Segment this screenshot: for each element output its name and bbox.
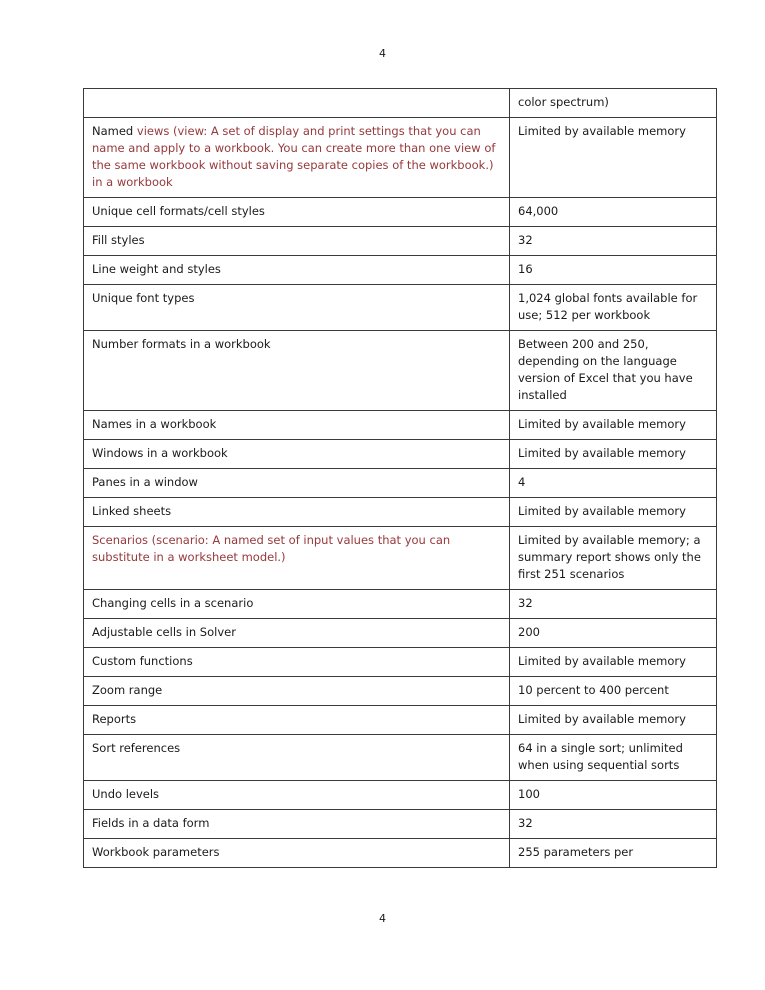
- table-cell-limit: 255 parameters per: [510, 839, 717, 868]
- table-row: [84, 411, 717, 440]
- table-cell-feature: Sort references: [84, 735, 510, 781]
- table-row: [84, 810, 717, 839]
- table-cell-feature: Unique font types: [84, 285, 510, 331]
- table-cell-limit: Limited by available memory: [510, 118, 717, 198]
- table-row: [84, 590, 717, 619]
- table-cell-limit: 200: [510, 619, 717, 648]
- table-cell-feature: Changing cells in a scenario: [84, 590, 510, 619]
- table-cell-limit: 32: [510, 810, 717, 839]
- table-cell-feature: Windows in a workbook: [84, 440, 510, 469]
- table-cell-limit: Limited by available memory: [510, 648, 717, 677]
- table-cell-limit: Limited by available memory; a summary report shows only the first 251 scenarios: [510, 527, 717, 590]
- table-cell-limit: Limited by available memory: [510, 411, 717, 440]
- table-row: [84, 440, 717, 469]
- table-cell-limit: 32: [510, 227, 717, 256]
- table-row: [84, 677, 717, 706]
- table-cell-limit: Limited by available memory: [510, 440, 717, 469]
- table-cell-feature: [84, 118, 510, 198]
- excel-specifications-and-limits-table: [83, 88, 717, 868]
- table-row: [84, 706, 717, 735]
- table-row: [84, 469, 717, 498]
- table-cell-limit: Between 200 and 250, depending on the language version of Excel that you have installed: [510, 331, 717, 411]
- table-cell-limit: 32: [510, 590, 717, 619]
- table-row: [84, 198, 717, 227]
- feature-term: Named: [92, 124, 137, 138]
- table-row: [84, 498, 717, 527]
- table-cell-feature: Fill styles: [84, 227, 510, 256]
- table-cell-feature: Adjustable cells in Solver: [84, 619, 510, 648]
- page-number-header: 4: [379, 47, 386, 60]
- table-row: [84, 735, 717, 781]
- table-cell-limit: 16: [510, 256, 717, 285]
- table-row: [84, 527, 717, 590]
- table-row: [84, 118, 717, 198]
- table-row: [84, 781, 717, 810]
- feature-definition: views (view: A set of display and print settings that you can name and apply to a workbook. You can create more than one view of the same workbook without saving separate copies of the workbook.) in a workbook: [92, 124, 496, 189]
- table-cell-feature: Custom functions: [84, 648, 510, 677]
- table-row: [84, 839, 717, 868]
- table-cell-limit: 100: [510, 781, 717, 810]
- table-row: [84, 89, 717, 118]
- table-body: [84, 89, 717, 868]
- table-cell-feature: Linked sheets: [84, 498, 510, 527]
- table-cell-limit: Limited by available memory: [510, 706, 717, 735]
- table-cell-feature: Scenarios (scenario: A named set of input values that you can substitute in a worksheet model.): [84, 527, 510, 590]
- page-number-footer: 4: [379, 912, 386, 925]
- table-cell-feature: Undo levels: [84, 781, 510, 810]
- table-row: [84, 331, 717, 411]
- table-cell-feature: Fields in a data form: [84, 810, 510, 839]
- table-cell-feature: Unique cell formats/cell styles: [84, 198, 510, 227]
- table-cell-feature: Line weight and styles: [84, 256, 510, 285]
- table-cell-limit: 4: [510, 469, 717, 498]
- table-cell-feature: [84, 89, 510, 118]
- table-cell-feature: Zoom range: [84, 677, 510, 706]
- table-row: [84, 285, 717, 331]
- table-cell-feature: Names in a workbook: [84, 411, 510, 440]
- table-cell-feature: Panes in a window: [84, 469, 510, 498]
- table-cell-limit: 64 in a single sort; unlimited when using sequential sorts: [510, 735, 717, 781]
- table-cell-limit: color spectrum): [510, 89, 717, 118]
- table-cell-limit: 1,024 global fonts available for use; 512 per workbook: [510, 285, 717, 331]
- table-cell-limit: 64,000: [510, 198, 717, 227]
- table-row: [84, 227, 717, 256]
- table-cell-feature: Reports: [84, 706, 510, 735]
- table-cell-limit: 10 percent to 400 percent: [510, 677, 717, 706]
- table-cell-limit: Limited by available memory: [510, 498, 717, 527]
- table-row: [84, 619, 717, 648]
- table-row: [84, 648, 717, 677]
- table-row: [84, 256, 717, 285]
- table-cell-feature: Workbook parameters: [84, 839, 510, 868]
- table-cell-feature: Number formats in a workbook: [84, 331, 510, 411]
